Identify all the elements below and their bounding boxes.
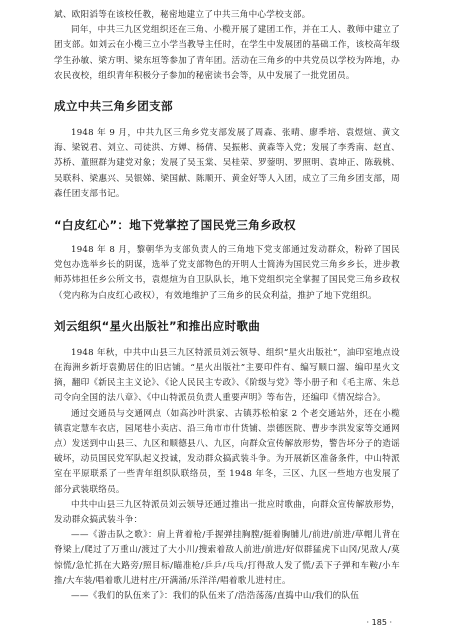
song-lyrics-1: ——《游击队之歌》：肩上背着枪/手握弹挂胸膛/挺着胸脯儿/前进/前进/草帽儿背在脊梁上/爬过了万重山/渡过了大小川/搜索着敌人前进/前进/好似群猛虎下山冈/见敌人/莫惊慌/急忙抓在大路旁/照目标/瞄准枪/乒乒/乓乓/打得敌人发了慌/丢下子弹和车鞍/小车推/大车装/唱着歌儿进村庄/开满涌/乐洋洋/唱着歌儿进村庄。 <box>54 530 400 586</box>
section-heading-2: “白皮红心”：地下党掌控了国民党三角乡政权 <box>54 218 296 233</box>
paragraph-intro-1: 斌、欧阳滔等在该校任教，秘密地建立了中共三角中心学校支部。 <box>54 10 311 20</box>
page-number: · 185 · <box>366 618 392 627</box>
section-3-body-1: 1948 年秋，中共中山县三九区特派员刘云领导、组织“星火出版社”，油印室地点设在海洲乡新圩袁勤居住的旧店铺。“星火出版社”主要印件有、编写顺口溜、编印星火文摘，翻印《新民主主义论》、《论人民民主专政》、《阶级与党》等小册子和《毛主席、朱总司令向全国的法八章》、《中山特派员负责人重要声明》等布告，还编印《情况综合》。 <box>54 347 400 404</box>
section-heading-1: 成立中共三角乡团支部 <box>54 99 173 114</box>
paragraph-intro-2: 同年，中共三九区党组织还在三角、小榄开展了建团工作，并在工人、教师中建立了团支部。如刘云在小榄三立小学当教导主任时，在学生中发展团的基础工作，该校高年级学生孙敏、梁方明、梁东垣等参加了青年团。活动在三角乡的中共党员以学校为阵地，办农民夜校，组织青年积极分子参加的秘密读书会等，从中发展了一批党团员。 <box>54 25 400 81</box>
section-1-body: 1948 年 9 月，中共九区三角乡党支部发展了周森、张晴、廖季培、袁煜煊、黄文海、梁锐君、刘立、司徒洪、方婵、杨倩、吴振彬、黄森等入党；发展了李秀南、赵直、苏桥、董照群为建党对象；发展了吴玉棠、吴桂荣、罗蓥明、罗照明、袁坤正、陈载桃、吴联科、梁惠兴、吴银娣、梁国献、陈顺开、黄金好等人入团，成立了三角乡团支部，周森任团支部书记。 <box>54 128 400 199</box>
section-3-body-2: 通过交通员与交通网点（如高沙叶洪家、古镇苏松柏家 2 个老交通站外，还在小榄镇袁定慧车衣店，园尾巷小卖店、沿三角市市什货铺、崇德医院、曹步李洪发家等交通网点）发送到中山县三、九区和顺德县八、九区，向群众宣传解放形势，警告坏分子的造谣破坏，动员国民党军队起义投诚，发动群众搞武装斗争。为开展新区准备条件，中山特派室在平原联系了一些青年组织队联络员，至 1948 年冬，三区、九区一些地方也发展了部分武装联络员。 <box>54 408 400 495</box>
section-3-body-3: 中共中山县三九区特派员刘云领导还通过推出一批应时歌曲，向群众宣传解放形势，发动群众搞武装斗争： <box>54 499 400 526</box>
section-2-body: 1948 年 8 月，黎朝华为支部负责人的三角地下党支部通过发动群众，粉碎了国民党包办选举乡长的阴谋，选举了党支部物色的开明人士简涛为国民党三角乡乡长，进步教师苏炜担任乡公所文书，袁煜煊为自卫队队长，地下党组织完全掌握了国民党三角乡政权（党内称为白皮红心政权），有效地维护了三角乡的民众利益，推护了地下党组织。 <box>54 245 400 301</box>
song-lyrics-2: ——《我们的队伍来了》：我们的队伍来了/浩浩荡荡/直捣中山/我们的队伍 <box>71 591 360 602</box>
section-heading-3: 刘云组织“星火出版社”和推出应时歌曲 <box>54 318 261 333</box>
